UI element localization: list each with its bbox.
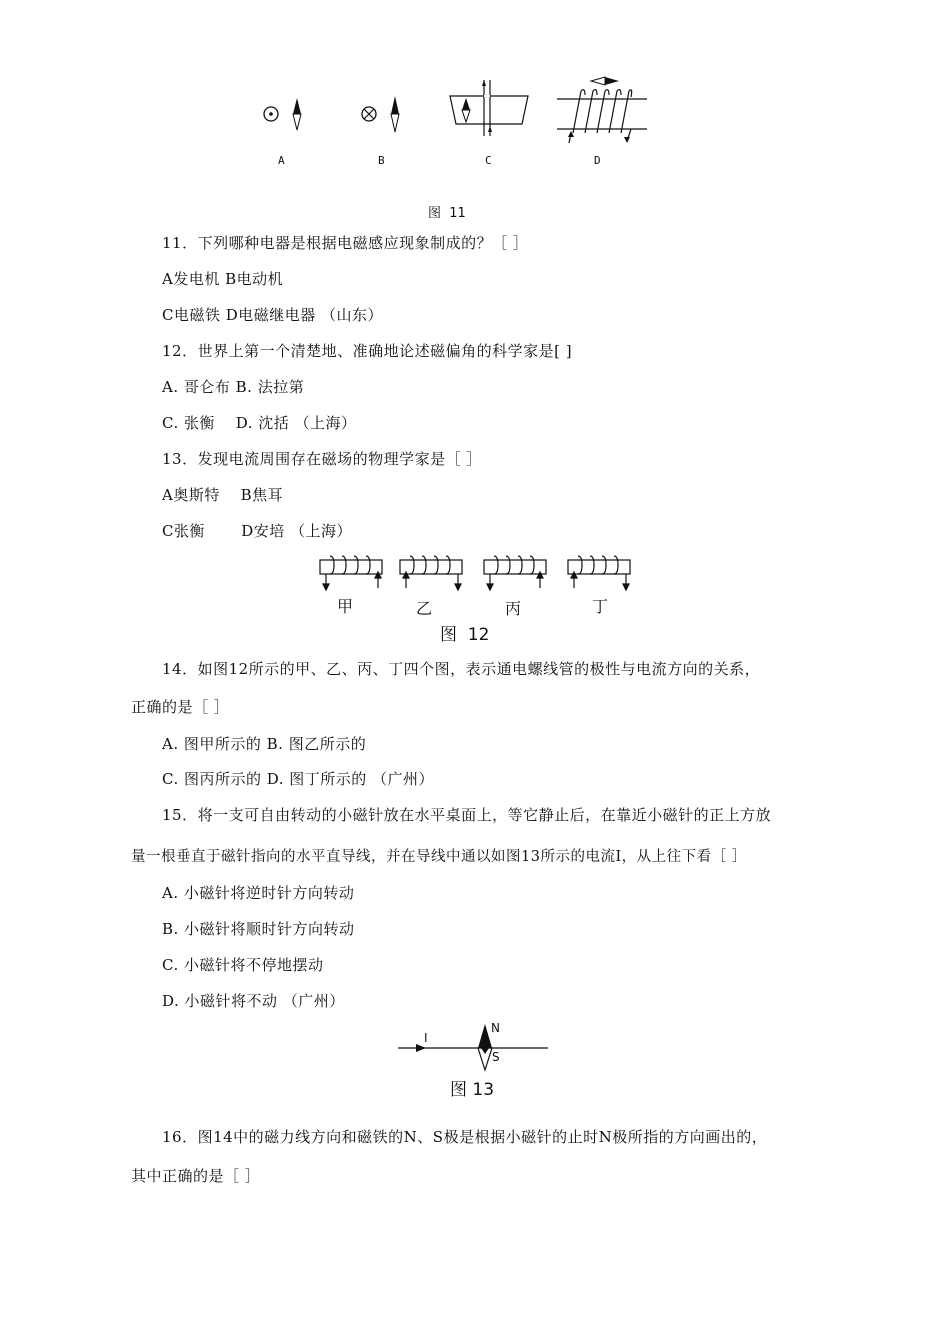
q12-stem: 12．世界上第一个清楚地、准确地论述磁偏角的科学家是[ ] [162,342,573,360]
compass-needle-north [605,77,619,85]
fig11-label-b: B [378,154,385,167]
fig11-label-d: D [594,154,601,167]
q13-options-ab: A奥斯特 B焦耳 [162,486,284,504]
q13-stem: 13．发现电流周围存在磁场的物理学家是［ ］ [162,450,482,468]
compass-needle-north [462,98,470,110]
q16-stem-line2: 其中正确的是［ ］ [131,1167,261,1185]
q11-options-ab: A发电机 B电动机 [162,270,284,288]
q12-options-ab: A. 哥仑布 B. 法拉第 [162,378,305,396]
compass-needle-south [391,114,399,132]
fig13-south-label: S [492,1050,500,1064]
compass-needle-south [462,110,470,122]
solenoid-ding [568,556,630,590]
fig11-b-diagram [355,92,415,142]
solenoid-jia [320,556,382,590]
q15-option-b: B. 小磁针将顺时针方向转动 [162,920,355,938]
fig11-a-diagram [255,92,315,142]
compass-needle-north [391,96,399,114]
fig12-label-jia: 甲 [337,597,354,616]
compass-needle-south [293,114,301,130]
compass-needle-north [478,1024,492,1048]
fig11-d-diagram [555,75,655,145]
solenoid-coil [573,90,632,133]
q14-options-cd: C. 图丙所示的 D. 图丁所示的 （广州） [162,770,435,788]
fig13-wire-needle [396,1022,556,1072]
solenoid-yi [400,556,462,590]
q14-options-ab: A. 图甲所示的 B. 图乙所示的 [162,735,367,753]
solenoid-bing [484,556,546,590]
fig11-caption: 图 11 [428,206,466,221]
fig12-label-yi: 乙 [416,599,433,618]
q15-option-c: C. 小磁针将不停地摆动 [162,956,324,974]
fig12-label-bing: 丙 [505,599,522,618]
q15-stem-line1: 15．将一支可自由转动的小磁针放在水平桌面上，等它静止后，在靠近小磁针的正上方放 [162,806,772,824]
compass-needle-north [293,98,301,114]
current-arrow [416,1044,426,1052]
q15-option-d: D. 小磁针将不动 （广州） [162,992,345,1010]
fig13-north-label: N [491,1021,500,1035]
q13-options-cd: C张衡 D安培 （上海） [162,522,353,540]
fig11-label-a: A [278,154,285,167]
q11-stem: 11．下列哪种电器是根据电磁感应现象制成的？［ ］ [162,234,529,252]
fig13-current-label: I [424,1031,428,1045]
q16-stem-line1: 16．图14中的磁力线方向和磁铁的N、S极是根据小磁针的止时N极所指的方向画出的， [162,1128,768,1146]
fig12-caption: 图 12 [440,625,490,645]
q11-options-cd: C电磁铁 D电磁继电器 （山东） [162,306,384,324]
q12-options-cd: C. 张衡 D. 沈括 （上海） [162,414,357,432]
q14-stem-line2: 正确的是［ ］ [131,698,230,716]
q14-stem-line1: 14．如图12所示的甲、乙、丙、丁四个图，表示通电螺线管的极性与电流方向的关系， [162,660,761,678]
fig12-label-ding: 丁 [592,597,609,616]
fig13-caption: 图 13 [450,1080,495,1100]
fig11-c-diagram [448,78,538,138]
compass-needle-south [591,77,605,85]
fig11-label-c: C [485,154,492,167]
q15-stem-line2: 量一根垂直于磁针指向的水平直导线，并在导线中通以如图13所示的电流I，从上往下看［ ］ [131,849,747,865]
q15-option-a: A. 小磁针将逆时针方向转动 [162,884,355,902]
